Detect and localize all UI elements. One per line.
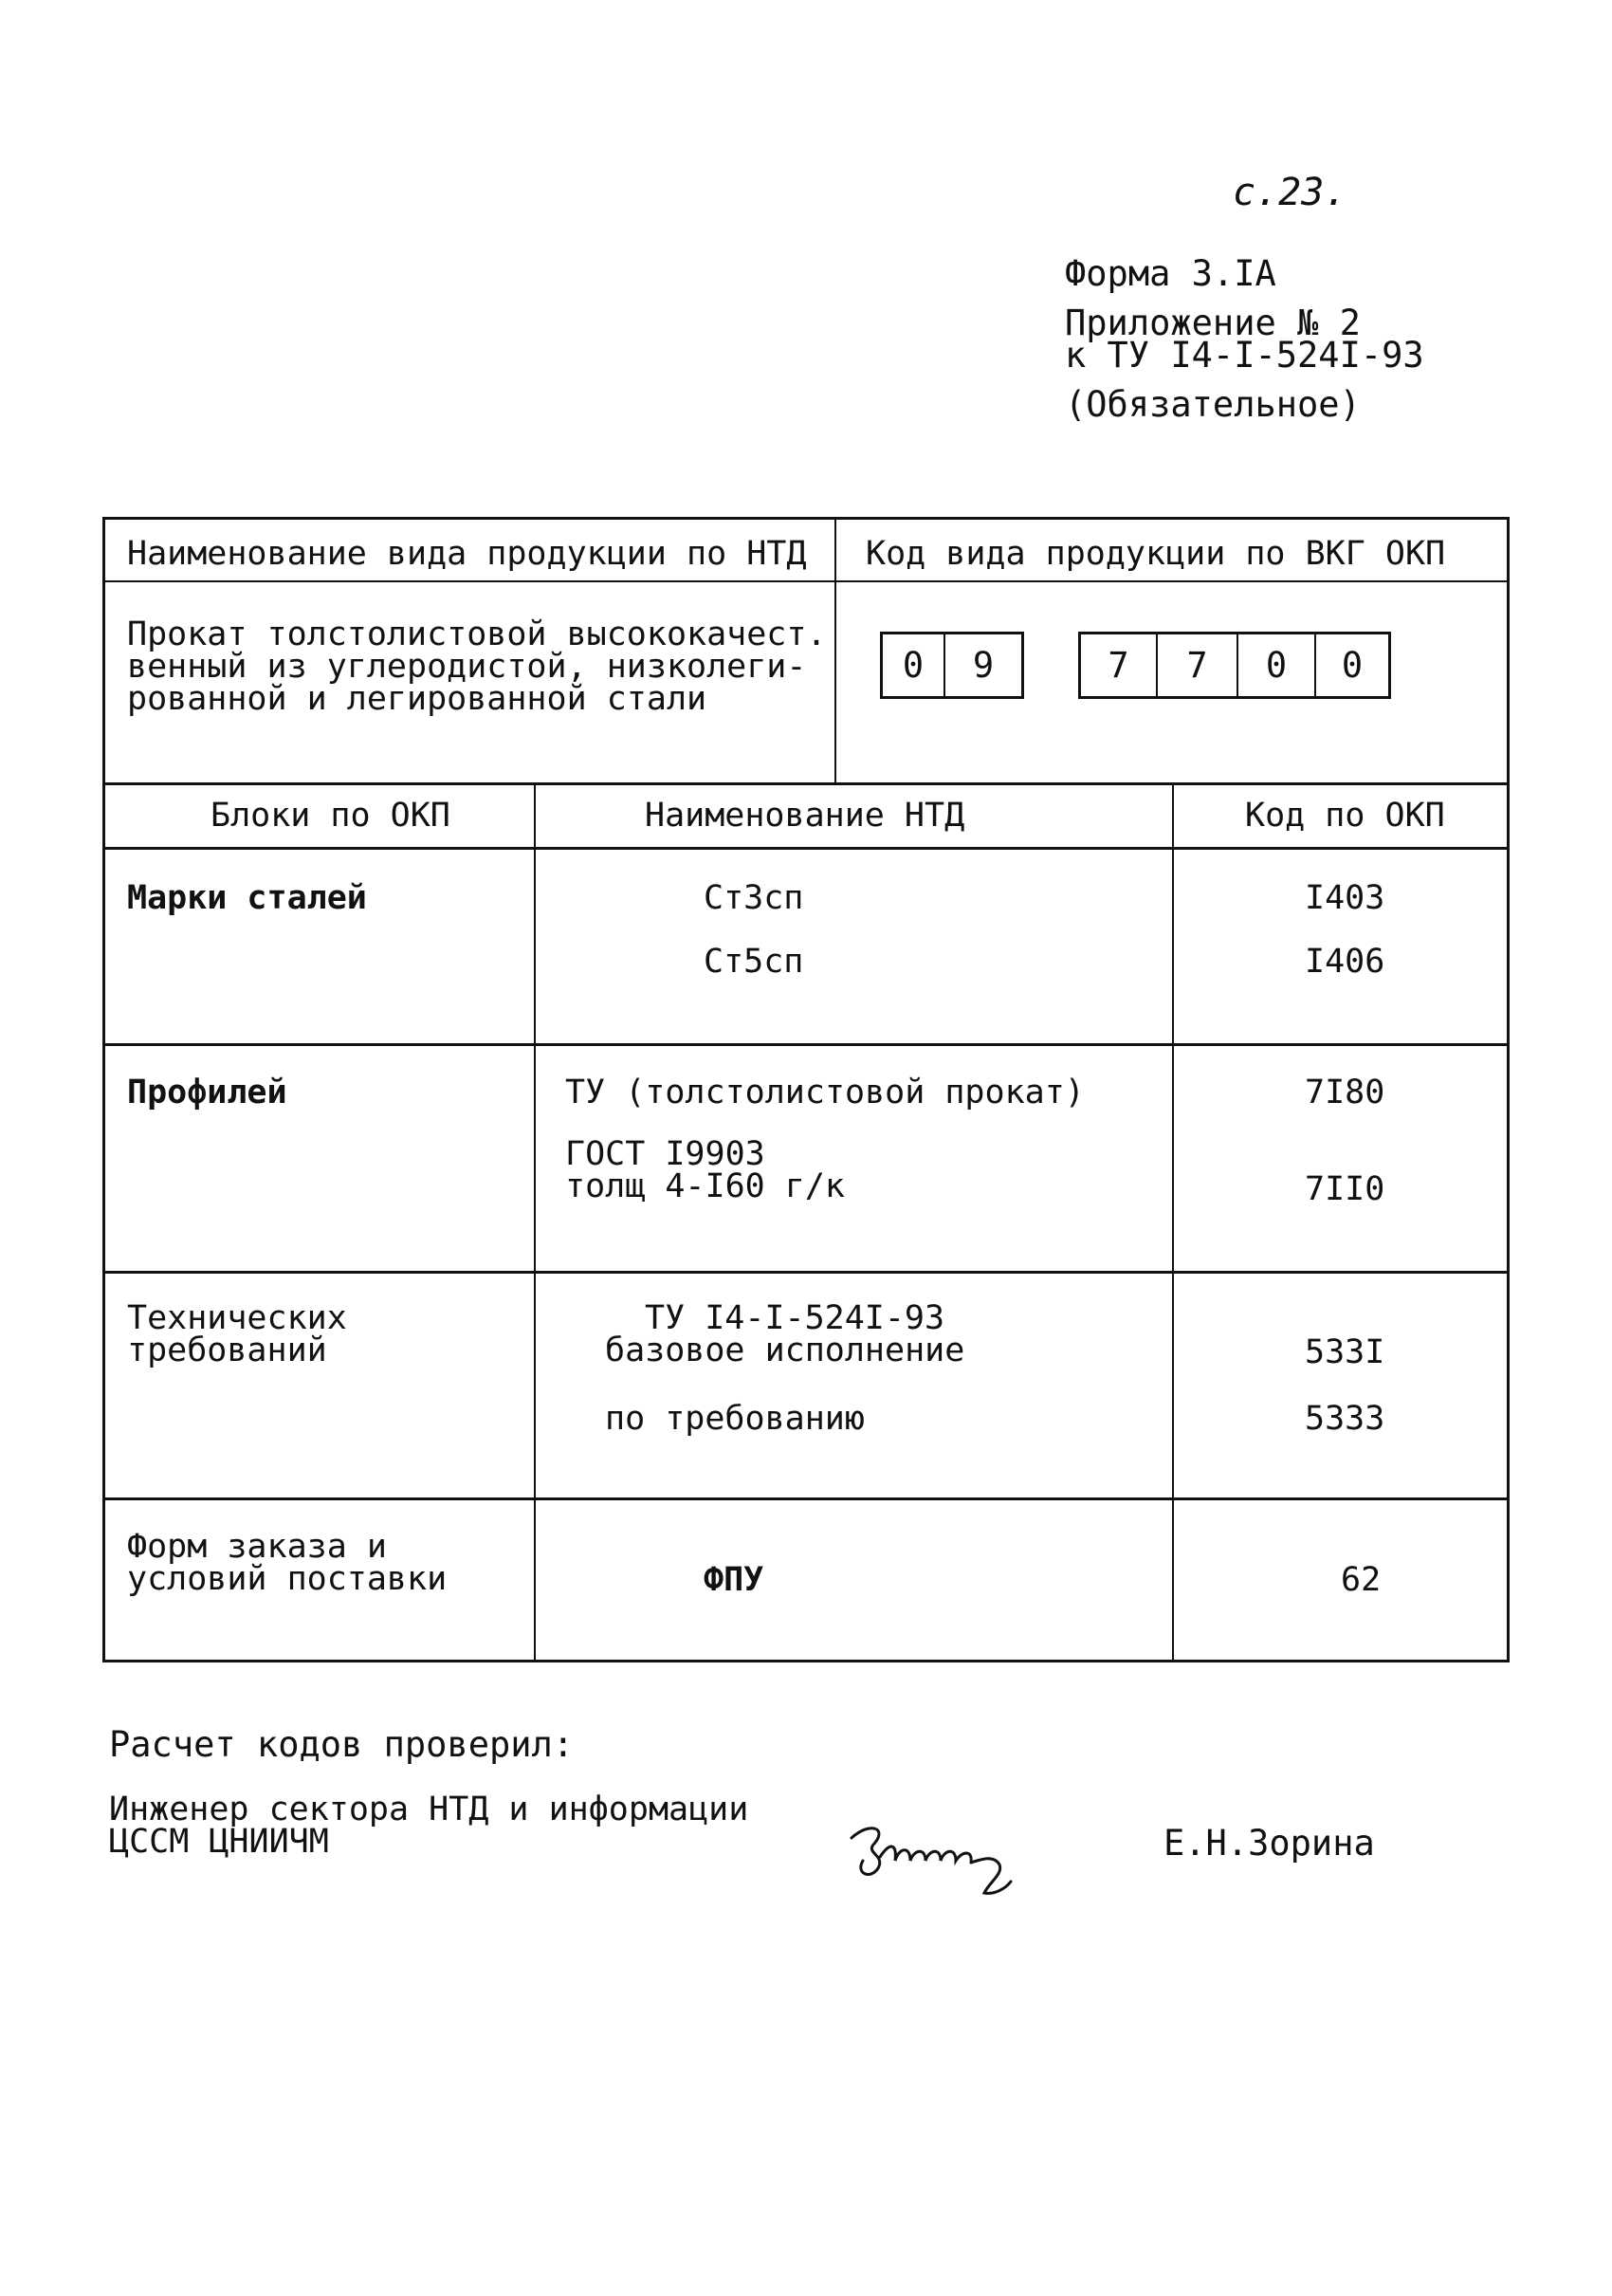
ntd-name-line: базовое исполнение (605, 1332, 965, 1369)
code-digit: 7 (1081, 634, 1158, 696)
appendix-label: Приложение № 2 (1065, 303, 1361, 343)
code-digit: 9 (972, 645, 995, 686)
signer-position-line: ЦССМ ЦНИИЧМ (109, 1823, 329, 1861)
signer-position-line: Инженер сектора НТД и информации (109, 1791, 749, 1828)
code-digit: 7 (1158, 634, 1238, 696)
ntd-name-cell (565, 1135, 846, 1205)
code-digit: 0 (1341, 645, 1364, 686)
ntd-name-cell: Ст5сп (704, 943, 804, 981)
signer-name: Е.Н.Зорина (1163, 1823, 1375, 1864)
ntd-name-cell: ТУ (толстолистовой прокат) (565, 1074, 1085, 1111)
block-order-forms (127, 1528, 448, 1598)
ntd-name-line: толщ 4-I60 г/к (565, 1167, 846, 1205)
form-number: Форма 3.IA (1065, 253, 1276, 294)
product-code-header: Код вида продукции по ВКГ ОКП (866, 535, 1446, 573)
okp-code-cell: 62 (1341, 1561, 1382, 1599)
code-digit: 0 (1238, 634, 1316, 696)
verification-label: Расчет кодов проверил: (109, 1724, 575, 1765)
block-label-line: Форм заказа и (127, 1528, 387, 1566)
ntd-name-line: ГОСТ I9903 (565, 1135, 765, 1173)
block-label-line: Технических (127, 1299, 347, 1337)
product-description-line: Прокат толстолистовой высококачест. (127, 615, 827, 653)
blocks-header: Блоки по ОКП (211, 797, 450, 835)
product-code-group-2 (1078, 632, 1391, 699)
product-code-group-1 (880, 632, 1024, 699)
block-technical-requirements (127, 1299, 347, 1369)
okp-code-header: Код по ОКП (1245, 797, 1445, 835)
page-number: с.23. (1233, 171, 1347, 214)
ntd-name-line: ТУ I4-I-524I-93 (645, 1299, 945, 1337)
okp-code-cell: 5333 (1305, 1400, 1385, 1438)
block-label-line: требований (127, 1332, 327, 1369)
product-description-line: венный из углеродистой, низколеги- (127, 648, 807, 686)
mandatory-status: (Обязательное) (1065, 384, 1361, 425)
block-steel-grades: Марки сталей (127, 879, 367, 917)
product-description (127, 615, 827, 718)
okp-code-cell: I403 (1305, 879, 1385, 917)
okp-code-cell: 7II0 (1305, 1170, 1385, 1208)
ntd-name-cell: по требованию (605, 1400, 865, 1438)
block-label-line: условий поставки (127, 1560, 448, 1598)
product-description-line: рованной и легированной стали (127, 680, 707, 718)
okp-code-cell: I406 (1305, 943, 1385, 981)
ntd-name-cell: Ст3сп (704, 879, 804, 917)
block-profiles: Профилей (127, 1074, 287, 1111)
ntd-name-cell: ФПУ (704, 1561, 764, 1599)
ntd-name-header: Наименование НТД (645, 797, 965, 835)
product-name-header: Наименование вида продукции по НТД (127, 535, 807, 573)
okp-code-cell: 533I (1305, 1333, 1385, 1371)
code-digit: 0 (883, 634, 945, 696)
signer-position (109, 1791, 749, 1861)
tu-reference: к ТУ I4-I-524I-93 (1065, 335, 1424, 376)
handwritten-signature (842, 1802, 1022, 1906)
ntd-name-cell (605, 1299, 965, 1369)
okp-code-cell: 7I80 (1305, 1074, 1385, 1111)
